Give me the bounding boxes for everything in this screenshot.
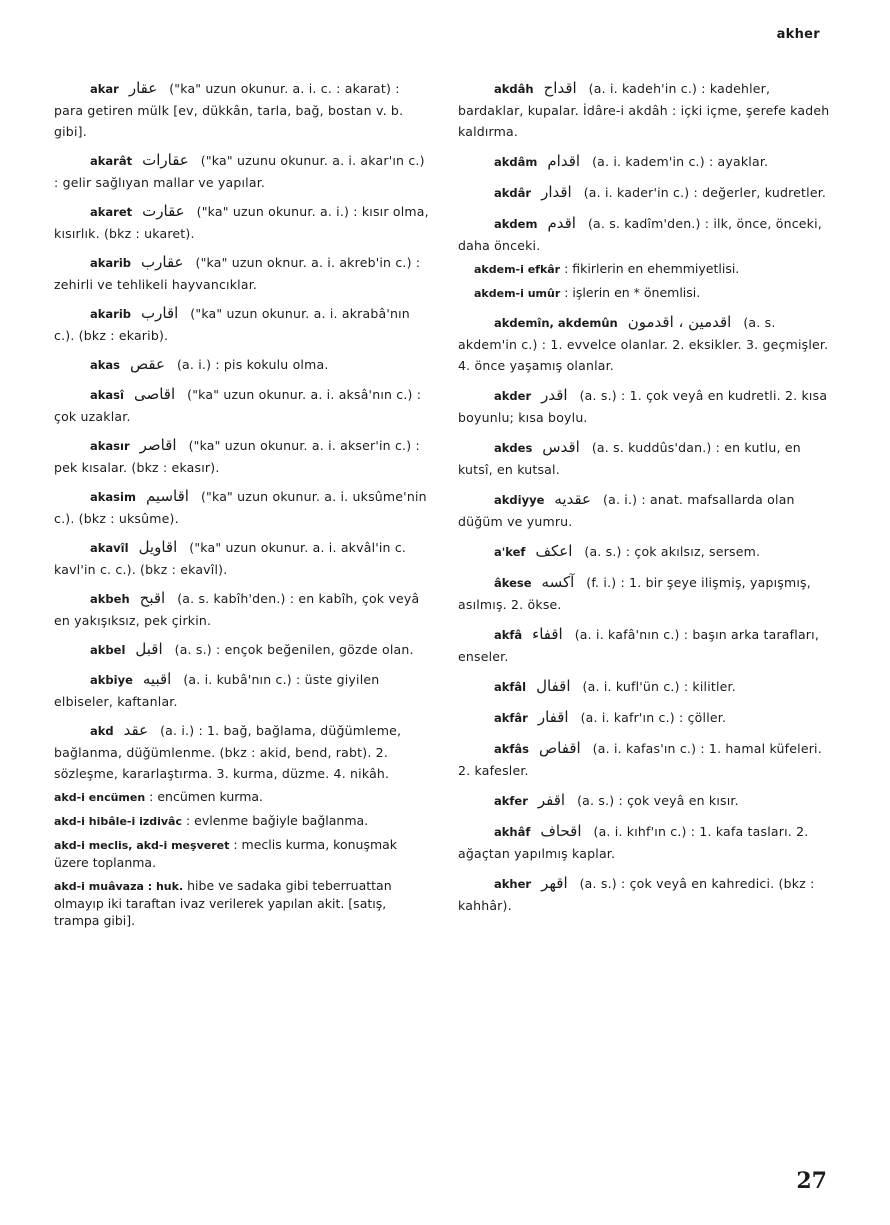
headword: akbeh [90, 592, 130, 606]
headword: akher [494, 877, 532, 891]
subentry-headword: akd-i encümen [54, 791, 146, 804]
dictionary-entry [458, 437, 836, 480]
headword: akfâr [494, 711, 528, 725]
subentry-definition: : fikirlerin en ehemmiyetlisi. [564, 261, 740, 276]
definition: (a. i.) : 1. bağ, bağlama, düğümleme, bağlanma, düğümlenme. (bkz : akid, bend, rabt). 2. sözleşme, kararlaştırma. 3. kurma, düzme. 4. nikâh. [54, 723, 402, 781]
dictionary-entry [54, 384, 432, 427]
dictionary-entry [54, 588, 432, 631]
arabic-spelling: اقدار [541, 183, 572, 201]
subentry-definition: : meclis kurma, konuşmak üzere toplanma. [54, 837, 398, 870]
headword: akfâl [494, 680, 527, 694]
definition: (a. i. kubâ'nın c.) : üste giyilen elbiseler, kaftanlar. [54, 672, 380, 709]
definition: (a. i. kadeh'in c.) : kadehler, bardaklar, kupalar. İdâre-i akdâh : içki içme, şerefe kadeh kaldırma. [458, 81, 830, 139]
arabic-spelling: اقفاص [539, 739, 581, 757]
dictionary-entry [458, 707, 836, 729]
arabic-spelling: عقارب [141, 253, 184, 271]
definition: ("ka" uzunu okunur. a. i. akar'ın c.) : gelir sağlıyan mallar ve yapılar. [54, 153, 425, 190]
arabic-spelling: اقاصر [139, 436, 177, 454]
dictionary-entry [54, 639, 432, 661]
dictionary-entry [54, 537, 432, 580]
arabic-spelling: اقاصى [133, 385, 176, 403]
dictionary-subentry [54, 812, 432, 830]
arabic-spelling: عقارات [142, 151, 189, 169]
definition: ("ka" uzun okunur. a. i. c. : akarat) : para getiren mülk [ev, dükkân, tarla, bağ, bostan v. b. gibi]. [54, 81, 404, 139]
dictionary-entry [458, 182, 836, 204]
subentry-headword: akdem-i efkâr [474, 263, 561, 276]
dictionary-entry [458, 624, 836, 667]
definition: (a. s.) : 1. çok veyâ en kudretli. 2. kısa boyunlu; kısa boylu. [458, 388, 828, 425]
right-column [458, 78, 836, 925]
dictionary-subentry [54, 836, 432, 871]
dictionary-entry [54, 78, 432, 142]
dictionary-subentry [54, 877, 432, 929]
dictionary-entry [54, 435, 432, 478]
definition: (a. s. akdem'in c.) : 1. evvelce olanlar. 2. eksikler. 3. geçmişler. 4. önce yaşamış olanlar. [458, 315, 829, 373]
headword: akasim [90, 490, 136, 504]
arabic-spelling: عقار [128, 79, 158, 97]
definition: (a. s.) : ençok beğenilen, gözde olan. [174, 642, 414, 657]
dictionary-entry [458, 790, 836, 812]
arabic-spelling: اعكف [535, 542, 573, 560]
arabic-spelling: اقدم [547, 214, 576, 232]
definition: (a. s. kuddûs'dan.) : en kutlu, en kutsî, en kutsal. [458, 440, 801, 477]
arabic-spelling: اقداح [543, 79, 577, 97]
definition: ("ka" uzun okunur. a. i. akser'in c.) : pek kısalar. (bkz : ekasır). [54, 438, 420, 475]
definition: (a. s.) : çok veyâ en kahredici. (bkz : kahhâr). [458, 876, 815, 913]
arabic-spelling: اقارب [141, 304, 179, 322]
headword: akdâm [494, 155, 538, 169]
definition: ("ka" uzun oknur. a. i. akreb'in c.) : zehirli ve tehlikeli hayvancıklar. [54, 255, 421, 292]
definition: (a. i. kadem'in c.) : ayaklar. [592, 154, 769, 169]
dictionary-entry [458, 312, 836, 376]
headword: akarib [90, 307, 132, 321]
arabic-spelling: اقحاف [540, 822, 582, 840]
arabic-spelling: اقاسيم [145, 487, 189, 505]
subentry-definition: hibe ve sadaka gibi teberruattan olmayıp iki taraftan ivaz verilerek yapılan akit. [satış, trampa gibi]. [54, 878, 392, 928]
dictionary-entry [458, 676, 836, 698]
definition: (a. i.) : pis kokulu olma. [176, 357, 329, 372]
dictionary-entry [458, 213, 836, 256]
dictionary-entry [458, 78, 836, 142]
headword: akarib [90, 256, 132, 270]
arabic-spelling: اقبل [135, 640, 163, 658]
definition: (a. i. kafas'ın c.) : 1. hamal küfeleri. 2. kafesler. [458, 741, 822, 778]
definition: (a. s. kadîm'den.) : ilk, önce, önceki, daha önceki. [458, 216, 822, 253]
subentry-definition: : işlerin en * önemlisi. [564, 285, 701, 300]
definition: ("ka" uzun okunur. a. i. akvâl'in c. kavl'in c. c.). (bkz : ekavîl). [54, 540, 407, 577]
arabic-spelling: اقفاء [532, 625, 563, 643]
headword: akasır [90, 439, 130, 453]
definition: (a. s. kabîh'den.) : en kabîh, çok veyâ en yakışıksız, pek çirkin. [54, 591, 420, 628]
headword: akaret [90, 205, 133, 219]
dictionary-entry [458, 541, 836, 563]
arabic-spelling: اقبيه [142, 670, 172, 688]
arabic-spelling: عقارت [142, 202, 185, 220]
dictionary-entry [458, 385, 836, 428]
subentry-definition: : evlenme bağiyle bağlanma. [186, 813, 369, 828]
headword: akfer [494, 794, 528, 808]
dictionary-entry [458, 151, 836, 173]
subentry-headword: akd-i meclis, akd-i meşveret [54, 839, 230, 852]
left-column [54, 78, 432, 935]
definition: (a. i. kufl'ün c.) : kilitler. [582, 679, 736, 694]
headword: akdem [494, 217, 538, 231]
dictionary-entry [54, 720, 432, 784]
headword: akder [494, 389, 532, 403]
definition: (a. i. kafr'ın c.) : çöller. [580, 710, 727, 725]
subentry-headword: akd-i hibâle-i izdivâc [54, 815, 183, 828]
headword: akfâ [494, 628, 523, 642]
arabic-spelling: اقفر [537, 791, 566, 809]
headword: âkese [494, 576, 532, 590]
headword: akavîl [90, 541, 129, 555]
arabic-spelling: عقد [123, 721, 149, 739]
dictionary-subentry [54, 788, 432, 806]
arabic-spelling: اقفار [537, 708, 569, 726]
arabic-spelling: اقبح [139, 589, 166, 607]
dictionary-entry [54, 252, 432, 295]
headword: akfâs [494, 742, 530, 756]
subentry-headword: akdem-i umûr [474, 287, 561, 300]
dictionary-entry [54, 303, 432, 346]
dictionary-entry [458, 572, 836, 615]
definition: (a. i.) : anat. mafsallarda olan düğüm ve yumru. [458, 492, 795, 529]
dictionary-entry [458, 873, 836, 916]
headword: akasî [90, 388, 124, 402]
headword: akas [90, 358, 121, 372]
definition: ("ka" uzun okunur. a. i.) : kısır olma, kısırlık. (bkz : ukaret). [54, 204, 429, 241]
arabic-spelling: آكسه [541, 573, 575, 591]
arabic-spelling: عقديه [554, 490, 592, 508]
dictionary-entry [458, 738, 836, 781]
headword: akdiyye [494, 493, 545, 507]
headword: akar [90, 82, 119, 96]
subentry-definition: : encümen kurma. [149, 789, 264, 804]
arabic-spelling: اقدام [547, 152, 581, 170]
headword: akbel [90, 643, 126, 657]
dictionary-subentry [474, 284, 836, 302]
definition: (a. i. kader'in c.) : değerler, kudretler. [583, 185, 827, 200]
definition: (a. i. kafâ'nın c.) : başın arka tarafları, enseler. [458, 627, 819, 664]
headword: akdes [494, 441, 533, 455]
headword: a'kef [494, 545, 526, 559]
definition: (a. i. kıhf'ın c.) : 1. kafa tasları. 2. ağaçtan yapılmış kaplar. [458, 824, 809, 861]
headword: akdâh [494, 82, 534, 96]
definition: ("ka" uzun okunur. a. i. akrabâ'nın c.). (bkz : ekarib). [54, 306, 410, 343]
dictionary-entry [54, 486, 432, 529]
dictionary-entry [54, 354, 432, 376]
dictionary-entry [54, 201, 432, 244]
arabic-spelling: اقدمين ، اقدمون [627, 313, 732, 331]
headword: akbiye [90, 673, 133, 687]
subentry-headword: akd-i muâvaza : huk. [54, 880, 184, 893]
arabic-spelling: اقفال [536, 677, 571, 695]
headword: akhâf [494, 825, 531, 839]
arabic-spelling: اقاويل [138, 538, 178, 556]
definition: ("ka" uzun okunur. a. i. uksûme'nin c.). (bkz : uksûme). [54, 489, 427, 526]
definition: ("ka" uzun okunur. a. i. aksâ'nın c.) : çok uzaklar. [54, 387, 422, 424]
dictionary-entry [54, 669, 432, 712]
dictionary-subentry [474, 260, 836, 278]
page-number: 27 [796, 1168, 827, 1194]
arabic-spelling: اقهر [541, 874, 568, 892]
arabic-spelling: اقدر [541, 386, 568, 404]
definition: (f. i.) : 1. bir şeye ilişmiş, yapışmış, asılmış. 2. ökse. [458, 575, 811, 612]
dictionary-entry [54, 150, 432, 193]
headword: akdemîn, akdemûn [494, 316, 618, 330]
page-header-word: akher [776, 27, 820, 42]
headword: akdâr [494, 186, 532, 200]
headword: akarât [90, 154, 133, 168]
arabic-spelling: اقدس [542, 438, 580, 456]
headword: akd [90, 724, 114, 738]
dictionary-entry [458, 821, 836, 864]
definition: (a. s.) : çok akılsız, sersem. [584, 544, 761, 559]
arabic-spelling: عقص [130, 355, 165, 373]
dictionary-entry [458, 489, 836, 532]
definition: (a. s.) : çok veyâ en kısır. [577, 793, 739, 808]
